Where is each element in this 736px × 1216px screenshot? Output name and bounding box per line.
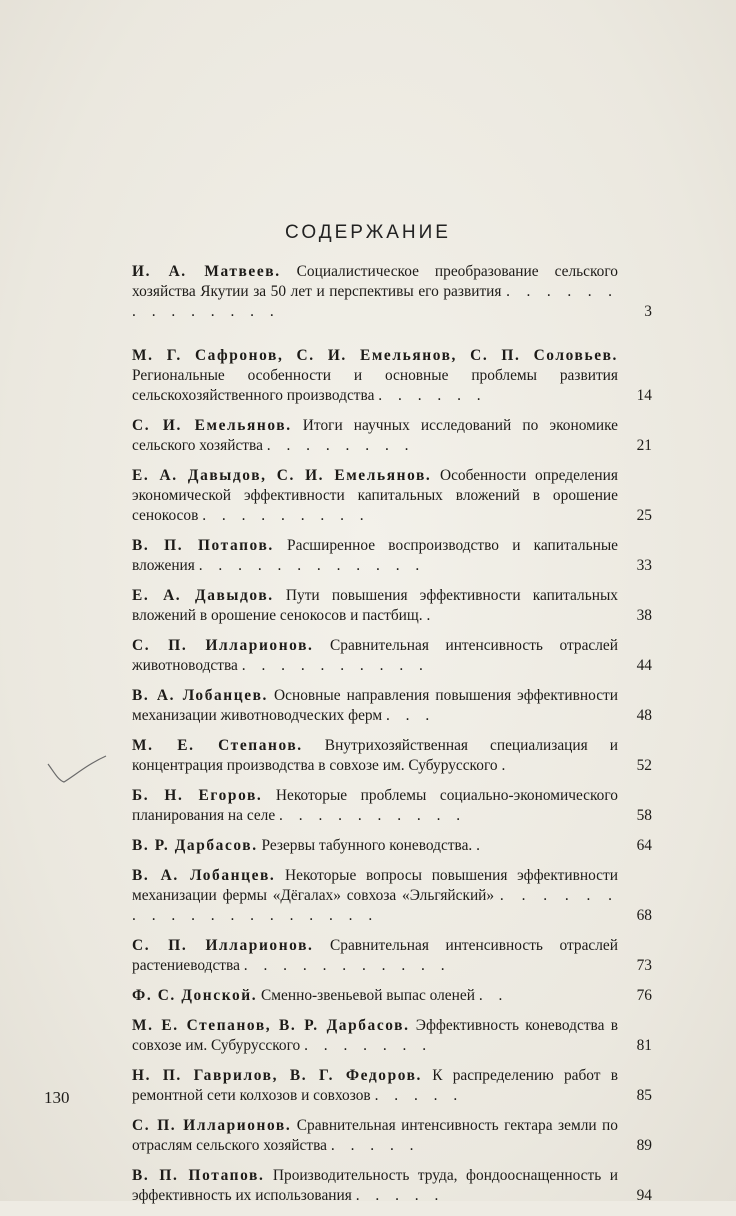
toc-entry-title: Пути повышения эффективности капитальных вложений в орошение сенокосов и пастбищ. bbox=[132, 587, 618, 624]
toc-entry-body bbox=[132, 1166, 618, 1206]
toc-entry-page: 38 bbox=[636, 607, 652, 624]
toc-entry-page: 85 bbox=[636, 1087, 652, 1104]
toc-entry-title: К распределению работ в ремонтной сети колхозов и совхозов bbox=[132, 1067, 618, 1104]
toc-entry-body bbox=[132, 536, 618, 576]
toc-leader-dots: . . . . . bbox=[374, 1087, 464, 1104]
toc-entry bbox=[132, 1116, 652, 1156]
toc-entry-body bbox=[132, 1066, 618, 1106]
toc-entry bbox=[132, 1166, 652, 1206]
toc-entry-author: М. Е. Степанов. bbox=[132, 737, 303, 754]
toc-entry-body bbox=[132, 416, 618, 456]
toc-entry-body bbox=[132, 346, 618, 406]
pencil-checkmark-icon bbox=[40, 750, 110, 790]
toc-entry-body bbox=[132, 936, 618, 976]
toc-entry bbox=[132, 636, 652, 676]
toc-entry-body bbox=[132, 466, 618, 526]
toc-entry-author: М. Е. Степанов, В. Р. Дарбасов. bbox=[132, 1017, 410, 1034]
toc-entry-page: 25 bbox=[636, 507, 652, 524]
toc-entry bbox=[132, 786, 652, 826]
toc-entry-author: С. П. Илларионов. bbox=[132, 1117, 292, 1134]
toc-entry-author: Е. А. Давыдов, С. И. Емельянов. bbox=[132, 467, 432, 484]
toc-entry-body bbox=[132, 836, 618, 856]
toc-entry-body bbox=[132, 1116, 618, 1156]
toc-entry-page: 3 bbox=[644, 303, 652, 320]
page-number: 130 bbox=[44, 1088, 70, 1107]
toc-entry-title: Итоги научных исследований по экономике сельского хозяйства bbox=[132, 417, 618, 454]
toc-entry bbox=[132, 416, 652, 456]
toc-entry bbox=[132, 686, 652, 726]
toc-entry-page: 33 bbox=[636, 557, 652, 574]
toc-entry-title: Особенности определения экономической эффективности капитальных вложений в орошение сенокосов bbox=[132, 467, 618, 524]
toc-entry-author: В. А. Лобанцев. bbox=[132, 867, 276, 884]
toc-entry bbox=[132, 586, 652, 626]
toc-leader-dots: . . . . . . . . . . . . . . . . . . . bbox=[132, 887, 618, 924]
toc-entry-page: 73 bbox=[636, 957, 652, 974]
toc-entry bbox=[132, 866, 652, 926]
toc-entry-page: 44 bbox=[636, 657, 652, 674]
toc-entry-page: 48 bbox=[636, 707, 652, 724]
toc-entry-page: 81 bbox=[636, 1037, 652, 1054]
toc-leader-dots: . . . . . . . . . . . . . . bbox=[132, 283, 618, 320]
toc-leader-dots: . . . . . . . . . . bbox=[279, 807, 467, 824]
toc-entry-page: 52 bbox=[636, 757, 652, 774]
toc-leader-dots: . . . . . . bbox=[378, 387, 487, 404]
toc-entry-page: 76 bbox=[636, 987, 652, 1004]
toc-entry-author: Б. Н. Егоров. bbox=[132, 787, 263, 804]
toc-entry-body bbox=[132, 986, 618, 1006]
toc-entry-body bbox=[132, 636, 618, 676]
toc-entry-author: С. П. Илларионов. bbox=[132, 637, 314, 654]
toc-entry bbox=[132, 536, 652, 576]
toc-entry-title: Сменно-звеньевой выпас оленей bbox=[257, 987, 475, 1004]
toc-entry-body bbox=[132, 736, 618, 776]
toc-entry-body bbox=[132, 1016, 618, 1056]
toc-leader-dots: . . . . . bbox=[355, 1187, 445, 1204]
toc-entry-author: С. П. Илларионов. bbox=[132, 937, 314, 954]
toc-entry-title: Основные направления повышения эффективности механизации животноводческих ферм bbox=[132, 687, 618, 724]
toc-entry bbox=[132, 986, 652, 1006]
toc-entry-title: Сравнительная интенсивность гектара земли по отраслям сельского хозяйства bbox=[132, 1117, 618, 1154]
toc-entry-page: 64 bbox=[636, 837, 652, 854]
toc-leader-dots: . bbox=[426, 607, 437, 624]
toc-entry-title: Внутрихозяйственная специализация и концентрация производства в совхозе им. Субурусского bbox=[132, 737, 619, 774]
toc-entry-author: В. А. Лобанцев. bbox=[132, 687, 269, 704]
toc-entry-author: В. П. Потапов. bbox=[132, 1167, 265, 1184]
toc-entry-author: Е. А. Давыдов. bbox=[132, 587, 274, 604]
toc-entry bbox=[132, 1066, 652, 1106]
toc-entry-body bbox=[132, 586, 618, 626]
toc-entry-author: В. Р. Дарбасов. bbox=[132, 837, 258, 854]
table-of-contents bbox=[132, 262, 652, 1216]
toc-entry-title: Некоторые проблемы социально-экономического планирования на селе bbox=[132, 787, 619, 824]
toc-leader-dots: . . . bbox=[385, 707, 436, 724]
toc-entry-title: Резервы табунного коневодства. bbox=[257, 837, 473, 854]
toc-entry-title: Эффективность коневодства в совхозе им. Субурусского bbox=[132, 1017, 618, 1054]
toc-entry-title: Социалистическое преобразование сельского хозяйства Якутии за 50 лет и перспективы его развития bbox=[132, 263, 618, 300]
toc-entry bbox=[132, 346, 652, 406]
toc-leader-dots: . . . . . . . . . . bbox=[241, 657, 429, 674]
toc-entry-title: Расширенное воспроизводство и капитальные вложения bbox=[132, 537, 618, 574]
toc-leader-dots: . . . . . . . . . . . bbox=[243, 957, 451, 974]
toc-leader-dots: . bbox=[476, 837, 487, 854]
toc-entry-title: Некоторые вопросы повышения эффективности механизации фермы «Дёгалах» совхоза «Эльгяйский» bbox=[132, 867, 618, 904]
toc-entry bbox=[132, 262, 652, 322]
toc-entry-author: Н. П. Гаврилов, В. Г. Федоров. bbox=[132, 1067, 423, 1084]
toc-leader-dots: . bbox=[501, 757, 512, 774]
toc-entry bbox=[132, 736, 652, 776]
toc-entry-body bbox=[132, 262, 618, 322]
toc-entry-author: И. А. Матвеев. bbox=[132, 263, 281, 280]
contents-title: СОДЕРЖАНИЕ bbox=[285, 222, 451, 243]
toc-leader-dots: . . . . . . . bbox=[304, 1037, 433, 1054]
toc-entry-body bbox=[132, 866, 618, 926]
toc-entry bbox=[132, 466, 652, 526]
toc-entry-author: М. Г. Сафронов, С. И. Емельянов, С. П. Соловьев. bbox=[132, 347, 618, 364]
toc-leader-dots: . . . . . . . . bbox=[266, 437, 415, 454]
toc-entry-page: 58 bbox=[636, 807, 652, 824]
toc-entry-page: 89 bbox=[636, 1137, 652, 1154]
toc-entry-title: Сравнительная интенсивность отраслей растениеводства bbox=[132, 937, 618, 974]
toc-entry bbox=[132, 936, 652, 976]
toc-leader-dots: . . . . . . . . . bbox=[202, 507, 370, 524]
toc-entry-author: Ф. С. Донской. bbox=[132, 987, 258, 1004]
toc-leader-dots: . . . . . . . . . . . . bbox=[198, 557, 426, 574]
toc-entry-page: 21 bbox=[636, 437, 652, 454]
toc-entry-page: 14 bbox=[636, 387, 652, 404]
toc-entry-title: Региональные особенности и основные проблемы развития сельскохозяйственного производства bbox=[132, 367, 618, 404]
toc-leader-dots: . . bbox=[478, 987, 509, 1004]
toc-entry-page: 94 bbox=[636, 1187, 652, 1204]
toc-entry-body bbox=[132, 786, 618, 826]
toc-entry bbox=[132, 1016, 652, 1056]
toc-entry-title: Производительность труда, фондооснащенность и эффективность их использования bbox=[132, 1167, 618, 1204]
toc-entry-page: 68 bbox=[636, 907, 652, 924]
toc-leader-dots: . . . . . bbox=[330, 1137, 420, 1154]
toc-entry-body bbox=[132, 686, 618, 726]
toc-entry-author: В. П. Потапов. bbox=[132, 537, 274, 554]
toc-entry bbox=[132, 836, 652, 856]
toc-entry-author: С. И. Емельянов. bbox=[132, 417, 292, 434]
toc-entry-title: Сравнительная интенсивность отраслей животноводства bbox=[132, 637, 618, 674]
